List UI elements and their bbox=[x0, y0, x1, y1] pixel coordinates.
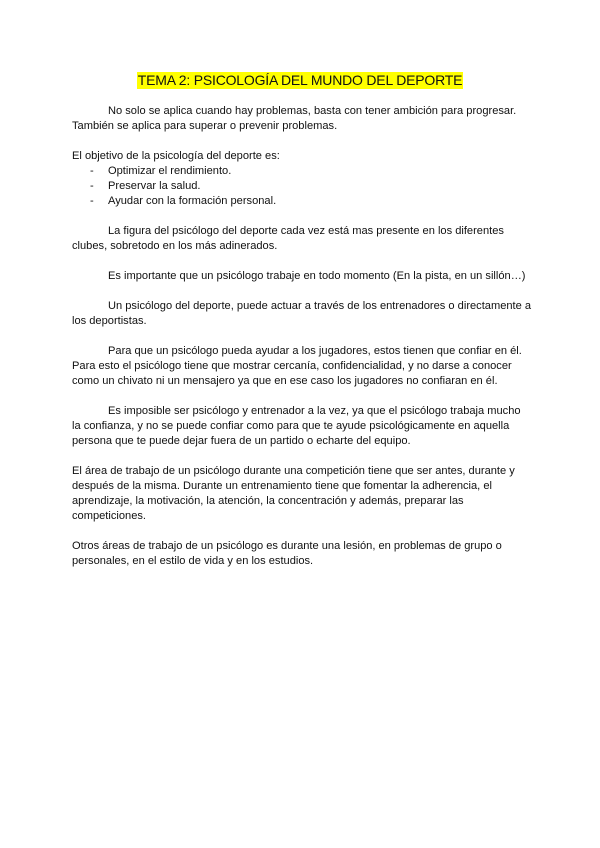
paragraph-clubs: La figura del psicólogo del deporte cada vez está mas presente en los diferentes clubes, sobretodo en los más adinerados. bbox=[72, 225, 504, 252]
paragraph-trust: Para que un psicólogo pueda ayudar a los jugadores, estos tienen que confiar en él. Para esto el psicólogo tiene que mostrar cercanía, confidencialidad, y no darse a conocer como un chivato ni un mensajero ya que en ese caso los jugadores no confiaran en él. bbox=[72, 345, 522, 387]
paragraph-other-work-areas: Otros áreas de trabajo de un psicólogo es durante una lesión, en problemas de grupo o personales, en el estilo de vida y en los estudios. bbox=[72, 540, 502, 567]
title-row bbox=[0, 72, 600, 90]
objectives-list bbox=[72, 164, 532, 209]
bullet-marker: - bbox=[90, 180, 94, 192]
document-title: TEMA 2: PSICOLOGÍA DEL MUNDO DEL DEPORTE bbox=[137, 72, 463, 88]
document-body bbox=[72, 104, 532, 584]
list-item-text: Optimizar el rendimiento. bbox=[108, 165, 232, 177]
list-item-text: Preservar la salud. bbox=[108, 180, 201, 192]
list-item bbox=[72, 164, 532, 179]
paragraph-coaches: Un psicólogo del deporte, puede actuar a través de los entrenadores o directamente a los deportistas. bbox=[72, 300, 532, 327]
bullet-marker: - bbox=[90, 195, 94, 207]
paragraph-work-area-competition: El área de trabajo de un psicólogo durante una competición tiene que ser antes, durante y después de la misma. Durante un entrenamiento tiene que fomentar la adherencia, el aprendizaje, la motivación, la atención, la concentración y además, preparar las competiciones. bbox=[72, 465, 515, 522]
list-item bbox=[72, 194, 532, 209]
paragraph-all-times: Es importante que un psicólogo trabaje en todo momento (En la pista, en un sillón…) bbox=[108, 270, 526, 282]
list-item-text: Ayudar con la formación personal. bbox=[108, 195, 277, 207]
paragraph-intro: No solo se aplica cuando hay problemas, basta con tener ambición para progresar. También se aplica para superar o prevenir problemas. bbox=[72, 105, 517, 132]
paragraph-impossible-roles: Es imposible ser psicólogo y entrenador a la vez, ya que el psicólogo trabaja mucho la confianza, y no se puede confiar como para que te ayude psicológicamente en aquella persona que te puede dejar fuera de un partido o echarte del equipo. bbox=[72, 405, 521, 447]
paragraph-objectives-heading: El objetivo de la psicología del deporte es: bbox=[72, 150, 280, 162]
list-item bbox=[72, 179, 532, 194]
bullet-marker: - bbox=[90, 165, 94, 177]
